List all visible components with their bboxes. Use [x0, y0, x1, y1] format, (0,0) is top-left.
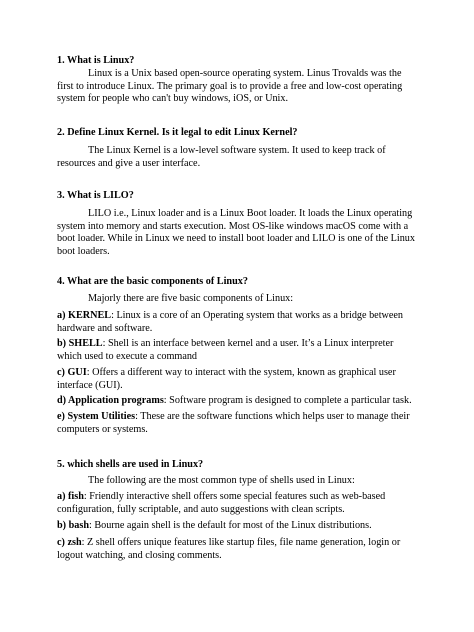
component-gui	[57, 367, 419, 392]
shell-term: c) zsh	[57, 537, 82, 548]
shell-term: b) bash	[57, 520, 89, 531]
question-1-answer: Linux is a Unix based open-source operating system. Linus Trovalds was the first to introduce Linux. The primary goal is to provide a free and low-cost operating system for people who can't buy windows, iOS, or Unix.	[57, 68, 403, 104]
component-system-utilities	[57, 411, 419, 436]
question-2-answer: The Linux Kernel is a low-level software system. It used to keep track of resources and give a user interface.	[57, 145, 386, 169]
component-application-programs	[57, 395, 419, 408]
question-4-intro: Majorly there are five basic components of Linux:	[88, 293, 294, 304]
component-term: e) System Utilities	[57, 411, 136, 422]
question-5-heading: 5. which shells are used in Linux?	[57, 459, 204, 470]
component-term: c) GUI	[57, 367, 87, 378]
component-term: b) SHELL	[57, 338, 103, 349]
shell-zsh	[57, 537, 419, 562]
component-desc: : Shell is an interface between kernel and a user. It’s a Linux interpreter which used to execute a command	[57, 338, 394, 362]
question-3-heading: 3. What is LILO?	[57, 190, 134, 201]
question-3-answer: LILO i.e., Linux loader and is a Linux Boot loader. It loads the Linux operating system into memory and starts execution. Most OS-like windows macOS come with a boot loader. While in Linux we need to install boot loader and LILO is one of the Linux boot loaders.	[57, 208, 415, 257]
component-desc: : Offers a different way to interact with the system, known as graphical user interface (GUI).	[57, 367, 396, 391]
shell-bash	[57, 520, 419, 533]
question-4-heading: 4. What are the basic components of Linux?	[57, 276, 248, 287]
component-kernel	[57, 310, 419, 335]
question-5-intro: The following are the most common type of shells used in Linux:	[88, 475, 355, 486]
question-1-heading: 1. What is Linux?	[57, 55, 135, 66]
component-desc: : These are the software functions which helps user to manage their computers or systems.	[57, 411, 410, 435]
shell-term: a) fish	[57, 491, 84, 502]
question-2-heading: 2. Define Linux Kernel. Is it legal to edit Linux Kernel?	[57, 127, 298, 138]
component-shell	[57, 338, 419, 363]
component-desc: : Software program is designed to complete a particular task.	[163, 395, 412, 406]
shell-fish	[57, 491, 419, 516]
component-term: d) Application programs	[57, 395, 164, 406]
shell-desc: : Friendly interactive shell offers some special features such as web-based configuration, fully scriptable, and auto suggestions with clean scripts.	[57, 491, 386, 515]
component-desc: : Linux is a core of an Operating system that works as a bridge between hardware and software.	[57, 310, 404, 334]
shell-desc: : Z shell offers unique features like startup files, file name generation, login or logout watching, and closing comments.	[57, 537, 401, 561]
component-term: a) KERNEL	[57, 310, 112, 321]
shell-desc: : Bourne again shell is the default for most of the Linux distributions.	[89, 520, 372, 531]
